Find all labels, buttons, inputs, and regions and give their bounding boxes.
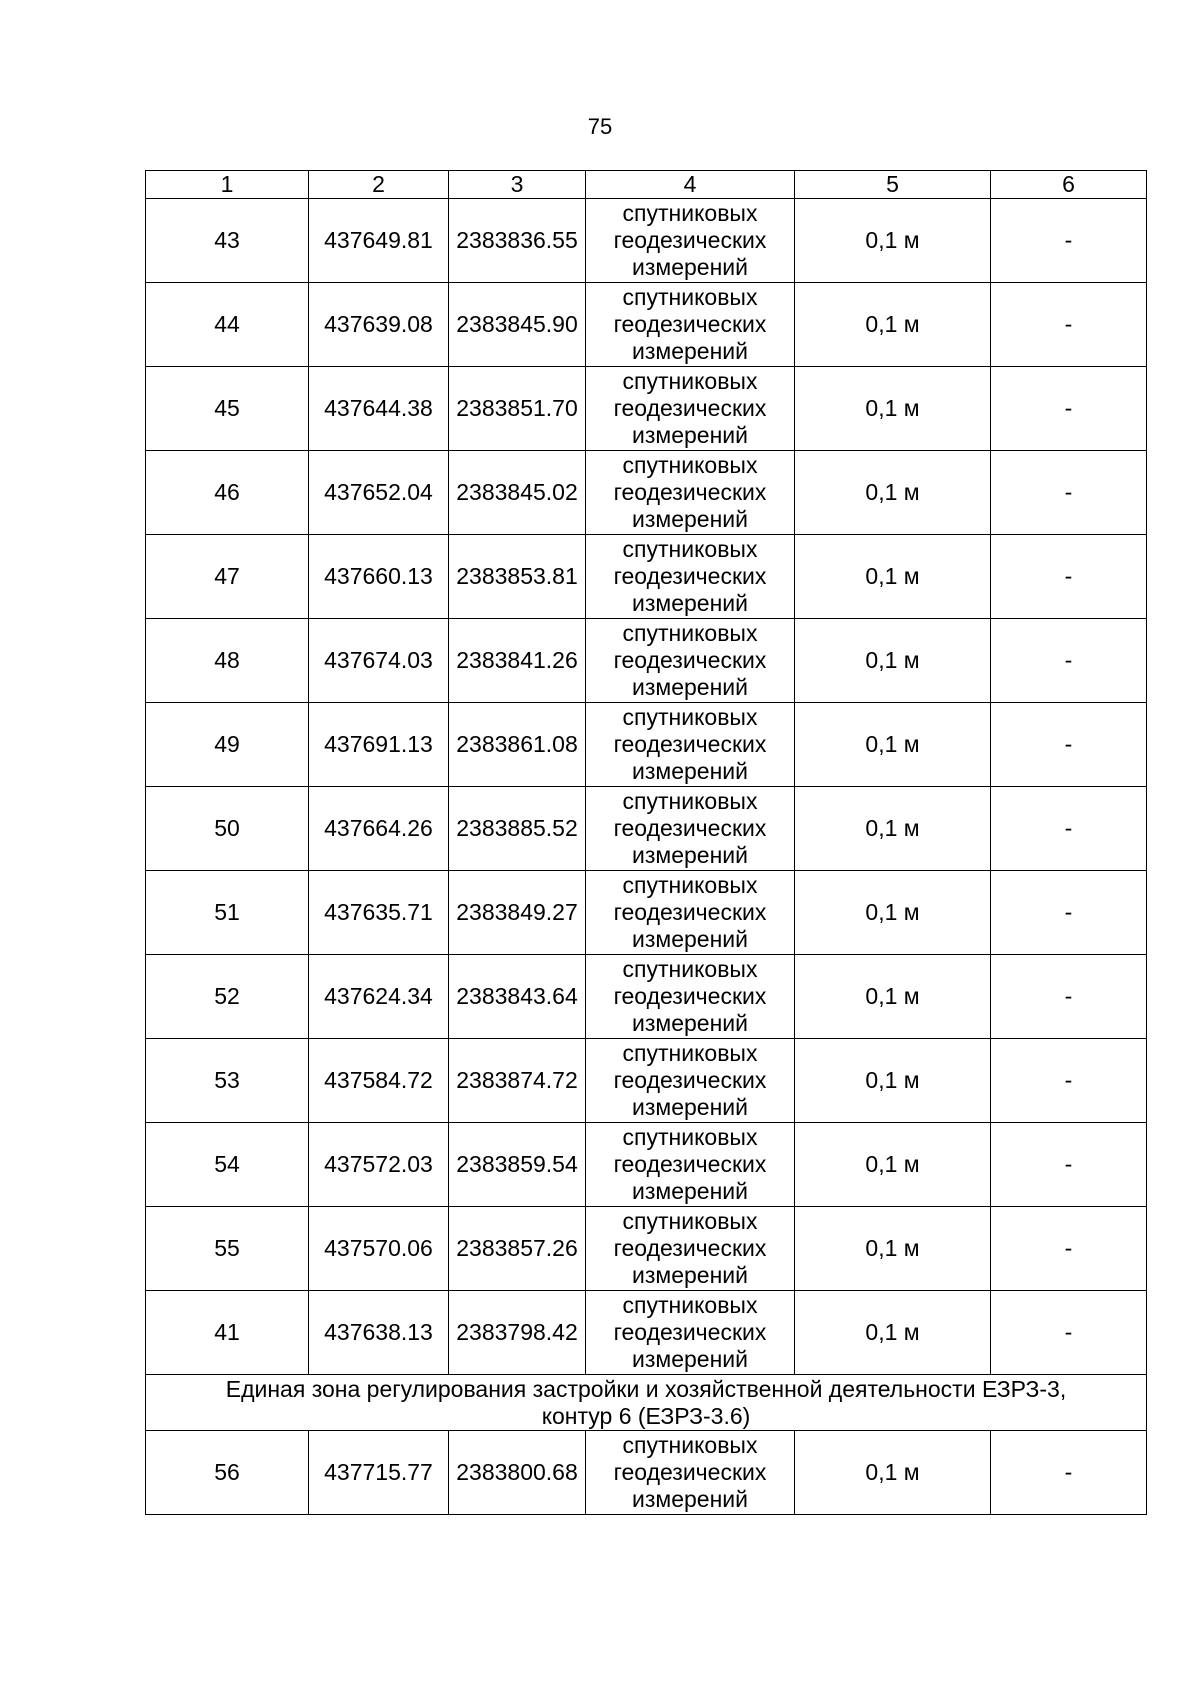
y-coordinate-cell: 2383843.64: [449, 955, 586, 1039]
table-row: [146, 787, 1147, 871]
method-cell: [586, 871, 795, 955]
accuracy-cell: 0,1 м: [795, 619, 991, 703]
method-text: спутниковых: [622, 452, 758, 478]
coordinates-table-body: [146, 171, 1147, 1515]
method-text: геодезических: [613, 1235, 767, 1261]
method-text: спутниковых: [622, 200, 758, 226]
table-row: [146, 1039, 1147, 1123]
method-text: измерений: [632, 1346, 748, 1372]
point-number-cell: 48: [146, 619, 309, 703]
point-number-cell: 41: [146, 1291, 309, 1375]
x-coordinate-cell: 437572.03: [309, 1123, 449, 1207]
y-coordinate-cell: 2383851.70: [449, 367, 586, 451]
method-text: спутниковых: [622, 1040, 758, 1066]
x-coordinate-cell: 437570.06: [309, 1207, 449, 1291]
table-row: [146, 955, 1147, 1039]
method-text: геодезических: [613, 899, 767, 925]
method-text: измерений: [632, 1178, 748, 1204]
method-text: спутниковых: [622, 1124, 758, 1150]
method-text: спутниковых: [622, 284, 758, 310]
method-cell: [586, 199, 795, 283]
method-text: спутниковых: [622, 1292, 758, 1318]
method-text: измерений: [632, 506, 748, 532]
table-row: [146, 619, 1147, 703]
page-number: 75: [587, 114, 613, 139]
accuracy-cell: 0,1 м: [795, 451, 991, 535]
method-text: геодезических: [613, 311, 767, 337]
point-number-cell: 52: [146, 955, 309, 1039]
x-coordinate-cell: 437660.13: [309, 535, 449, 619]
method-cell: [586, 535, 795, 619]
x-coordinate-cell: 437664.26: [309, 787, 449, 871]
y-coordinate-cell: 2383841.26: [449, 619, 586, 703]
method-text: геодезических: [613, 1319, 767, 1345]
description-cell: -: [991, 283, 1147, 367]
method-cell: [586, 703, 795, 787]
point-number-cell: 56: [146, 1431, 309, 1515]
method-text: измерений: [632, 842, 748, 868]
table-row: [146, 535, 1147, 619]
column-header: 3: [449, 171, 586, 199]
method-text: измерений: [632, 422, 748, 448]
method-text: измерений: [632, 1094, 748, 1120]
accuracy-cell: 0,1 м: [795, 871, 991, 955]
column-header: 2: [309, 171, 449, 199]
description-cell: -: [991, 1291, 1147, 1375]
description-cell: -: [991, 787, 1147, 871]
method-text: геодезических: [613, 1067, 767, 1093]
table-row: [146, 199, 1147, 283]
description-cell: -: [991, 1431, 1147, 1515]
method-text: геодезических: [613, 227, 767, 253]
accuracy-cell: 0,1 м: [795, 703, 991, 787]
method-cell: [586, 1431, 795, 1515]
method-cell: [586, 619, 795, 703]
method-text: геодезических: [613, 983, 767, 1009]
point-number-cell: 46: [146, 451, 309, 535]
method-text: геодезических: [613, 563, 767, 589]
x-coordinate-cell: 437638.13: [309, 1291, 449, 1375]
table-row: [146, 1291, 1147, 1375]
accuracy-cell: 0,1 м: [795, 1431, 991, 1515]
column-header: 4: [586, 171, 795, 199]
table-row: [146, 451, 1147, 535]
method-text: измерений: [632, 590, 748, 616]
method-cell: [586, 787, 795, 871]
method-text: спутниковых: [622, 956, 758, 982]
section-title: [146, 1375, 1147, 1431]
method-text: геодезических: [613, 815, 767, 841]
accuracy-cell: 0,1 м: [795, 535, 991, 619]
method-text: спутниковых: [622, 788, 758, 814]
method-text: спутниковых: [622, 536, 758, 562]
x-coordinate-cell: 437691.13: [309, 703, 449, 787]
point-number-cell: 54: [146, 1123, 309, 1207]
section-title-line: Единая зона регулирования застройки и хозяйственной деятельности ЕЗРЗ-3,: [225, 1375, 1067, 1402]
accuracy-cell: 0,1 м: [795, 1291, 991, 1375]
description-cell: -: [991, 703, 1147, 787]
x-coordinate-cell: 437644.38: [309, 367, 449, 451]
coordinates-table: [145, 170, 1147, 1515]
method-text: спутниковых: [622, 1208, 758, 1234]
accuracy-cell: 0,1 м: [795, 367, 991, 451]
description-cell: -: [991, 955, 1147, 1039]
column-header: 1: [146, 171, 309, 199]
accuracy-cell: 0,1 м: [795, 1039, 991, 1123]
x-coordinate-cell: 437674.03: [309, 619, 449, 703]
y-coordinate-cell: 2383798.42: [449, 1291, 586, 1375]
y-coordinate-cell: 2383861.08: [449, 703, 586, 787]
y-coordinate-cell: 2383836.55: [449, 199, 586, 283]
description-cell: -: [991, 367, 1147, 451]
description-cell: -: [991, 1039, 1147, 1123]
method-text: геодезических: [613, 647, 767, 673]
accuracy-cell: 0,1 м: [795, 283, 991, 367]
method-text: геодезических: [613, 1151, 767, 1177]
method-cell: [586, 1123, 795, 1207]
table-row: [146, 1207, 1147, 1291]
point-number-cell: 45: [146, 367, 309, 451]
description-cell: -: [991, 1123, 1147, 1207]
method-text: спутниковых: [622, 368, 758, 394]
column-header: 5: [795, 171, 991, 199]
table-row: [146, 283, 1147, 367]
accuracy-cell: 0,1 м: [795, 1207, 991, 1291]
table-header-row: [146, 171, 1147, 199]
point-number-cell: 47: [146, 535, 309, 619]
accuracy-cell: 0,1 м: [795, 787, 991, 871]
description-cell: -: [991, 535, 1147, 619]
x-coordinate-cell: 437639.08: [309, 283, 449, 367]
description-cell: -: [991, 871, 1147, 955]
table-row: [146, 367, 1147, 451]
accuracy-cell: 0,1 м: [795, 199, 991, 283]
x-coordinate-cell: 437715.77: [309, 1431, 449, 1515]
method-text: измерений: [632, 254, 748, 280]
method-text: спутниковых: [622, 872, 758, 898]
description-cell: -: [991, 1207, 1147, 1291]
method-text: геодезических: [613, 731, 767, 757]
point-number-cell: 53: [146, 1039, 309, 1123]
x-coordinate-cell: 437584.72: [309, 1039, 449, 1123]
y-coordinate-cell: 2383845.02: [449, 451, 586, 535]
y-coordinate-cell: 2383885.52: [449, 787, 586, 871]
method-cell: [586, 451, 795, 535]
x-coordinate-cell: 437635.71: [309, 871, 449, 955]
method-cell: [586, 1207, 795, 1291]
method-text: геодезических: [613, 479, 767, 505]
accuracy-cell: 0,1 м: [795, 955, 991, 1039]
method-text: измерений: [632, 1486, 748, 1512]
point-number-cell: 43: [146, 199, 309, 283]
point-number-cell: 49: [146, 703, 309, 787]
method-text: измерений: [632, 926, 748, 952]
method-text: спутниковых: [622, 1432, 758, 1458]
method-text: геодезических: [613, 1459, 767, 1485]
method-cell: [586, 283, 795, 367]
x-coordinate-cell: 437652.04: [309, 451, 449, 535]
y-coordinate-cell: 2383800.68: [449, 1431, 586, 1515]
method-text: измерений: [632, 1010, 748, 1036]
section-header-row: [146, 1375, 1147, 1431]
x-coordinate-cell: 437649.81: [309, 199, 449, 283]
point-number-cell: 55: [146, 1207, 309, 1291]
method-text: измерений: [632, 674, 748, 700]
description-cell: -: [991, 619, 1147, 703]
method-text: спутниковых: [622, 620, 758, 646]
y-coordinate-cell: 2383849.27: [449, 871, 586, 955]
point-number-cell: 50: [146, 787, 309, 871]
y-coordinate-cell: 2383857.26: [449, 1207, 586, 1291]
method-text: измерений: [632, 758, 748, 784]
accuracy-cell: 0,1 м: [795, 1123, 991, 1207]
method-cell: [586, 1039, 795, 1123]
point-number-cell: 51: [146, 871, 309, 955]
method-text: измерений: [632, 1262, 748, 1288]
method-cell: [586, 955, 795, 1039]
y-coordinate-cell: 2383859.54: [449, 1123, 586, 1207]
point-number-cell: 44: [146, 283, 309, 367]
description-cell: -: [991, 451, 1147, 535]
column-header: 6: [991, 171, 1147, 199]
table-row: [146, 1123, 1147, 1207]
table-row: [146, 871, 1147, 955]
table-row: [146, 1431, 1147, 1515]
section-title-line: контур 6 (ЕЗРЗ-3.6): [541, 1402, 751, 1429]
y-coordinate-cell: 2383874.72: [449, 1039, 586, 1123]
method-text: измерений: [632, 338, 748, 364]
method-cell: [586, 1291, 795, 1375]
description-cell: -: [991, 199, 1147, 283]
y-coordinate-cell: 2383845.90: [449, 283, 586, 367]
method-text: геодезических: [613, 395, 767, 421]
method-cell: [586, 367, 795, 451]
table-row: [146, 703, 1147, 787]
method-text: спутниковых: [622, 704, 758, 730]
y-coordinate-cell: 2383853.81: [449, 535, 586, 619]
x-coordinate-cell: 437624.34: [309, 955, 449, 1039]
